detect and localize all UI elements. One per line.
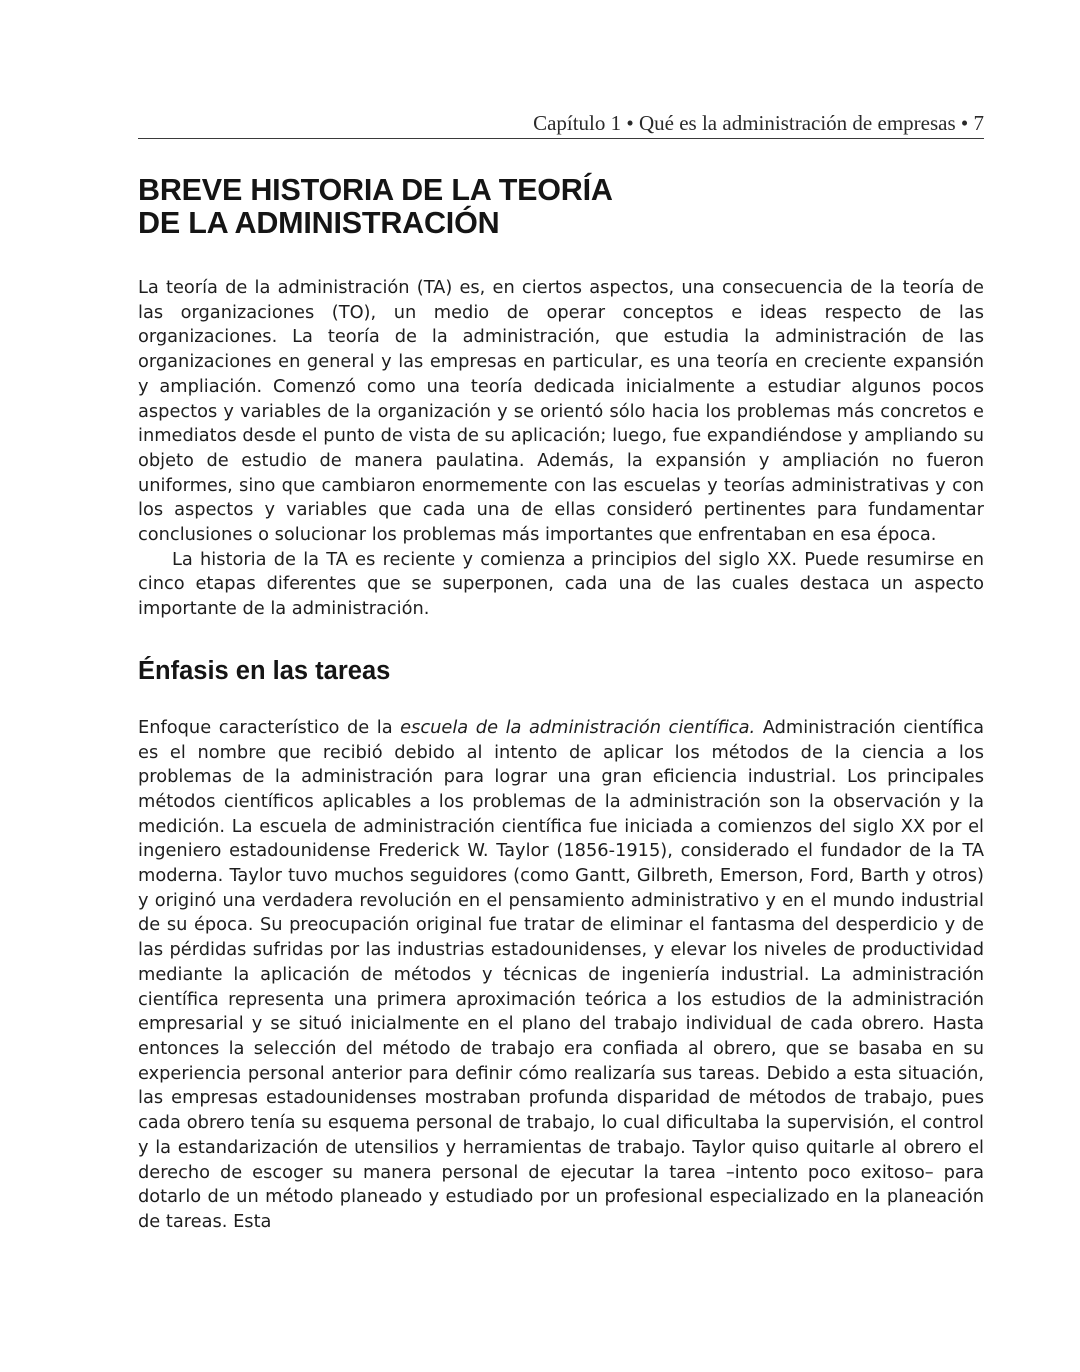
header-rule <box>138 138 984 139</box>
page-content <box>138 174 984 1235</box>
section-body: Administración científica es el nombre que recibió debido al intento de aplicar los métodos de la ciencia a los problemas de la administración para lograr una gran eficiencia industrial. Los principales métodos científicos aplicables a los problemas de la administración son la observación y la medición. La escuela de administración científica fue iniciada a comienzos del siglo XX por el ingeniero estadounidense Frederick W. Taylor (1856-1915), considerado el fundador de la TA moderna. Taylor tuvo muchos seguidores (como Gantt, Gilbreth, Emerson, Ford, Barth y otros) y originó una verdadera revolución en el pensamiento administrativo y en el mundo industrial de su época. Su preocupación original fue tratar de eliminar el fantasma del desperdicio y de las pérdidas sufridas por las industrias estadounidenses, y elevar los niveles de productividad mediante la aplicación de métodos y técnicas de ingeniería industrial. La administración científica representa una primera aproximación teórica a los estudios de la administración empresarial y se situó inicialmente en el plano del trabajo individual de cada obrero. Hasta entonces la selección del método de trabajo era confiada al obrero, que se basaba en su experiencia personal anterior para definir cómo realizaría sus tareas. Debido a esta situación, las empresas estadounidenses mostraban profunda disparidad de métodos de trabajo, pues cada obrero tenía su esquema personal de trabajo, lo cual dificultaba la supervisión, el control y la estandarización de utensilios y herramientas de trabajo. Taylor quiso quitarle al obrero el derecho de escoger su manera personal de ejecutar la tarea –intento poco exitoso– para dotarlo de un método planeado y estudiado por un profesional especializado en la planeación de tareas. Esta <box>138 716 984 1232</box>
section-lead: Enfoque característico de la <box>138 716 401 738</box>
main-heading <box>138 174 984 240</box>
section-heading: Énfasis en las tareas <box>138 656 391 685</box>
main-heading-line-2: DE LA ADMINISTRACIÓN <box>138 206 500 240</box>
intro-paragraph-2: La historia de la TA es reciente y comienza a principios del siglo XX. Puede resumirse en cinco etapas diferentes que se superponen, cada una de las cuales destaca un aspecto importante de la administración. <box>138 548 984 620</box>
section-paragraph <box>138 716 984 1235</box>
running-header: Capítulo 1 • Qué es la administración de empresas • 7 <box>533 111 984 135</box>
main-heading-line-1: BREVE HISTORIA DE LA TEORÍA <box>138 173 613 207</box>
intro-paragraph-1: La teoría de la administración (TA) es, en ciertos aspectos, una consecuencia de la teoría de las organizaciones (TO), un medio de operar conceptos e ideas respecto de las organizaciones. La teoría de la administración, que estudia la administración de las organizaciones en general y las empresas en particular, es una teoría en creciente expansión y ampliación. Comenzó como una teoría dedicada inicialmente a estudiar algunos pocos aspectos y variables de la organización y se orientó sólo hacia los problemas más concretos e inmediatos desde el punto de vista de su aplicación; luego, fue expandiéndose y ampliando su objeto de estudio de manera paulatina. Además, la expansión y ampliación no fueron uniformes, sino que cambiaron enormemente con las escuelas y teorías administrativas y con los aspectos y variables que cada una de ellas consideró pertinentes para fundamentar conclusiones o solucionar los problemas más importantes que enfrentaban en esa época. <box>138 277 984 546</box>
section-lead-italic: escuela de la administración científica. <box>400 716 756 738</box>
